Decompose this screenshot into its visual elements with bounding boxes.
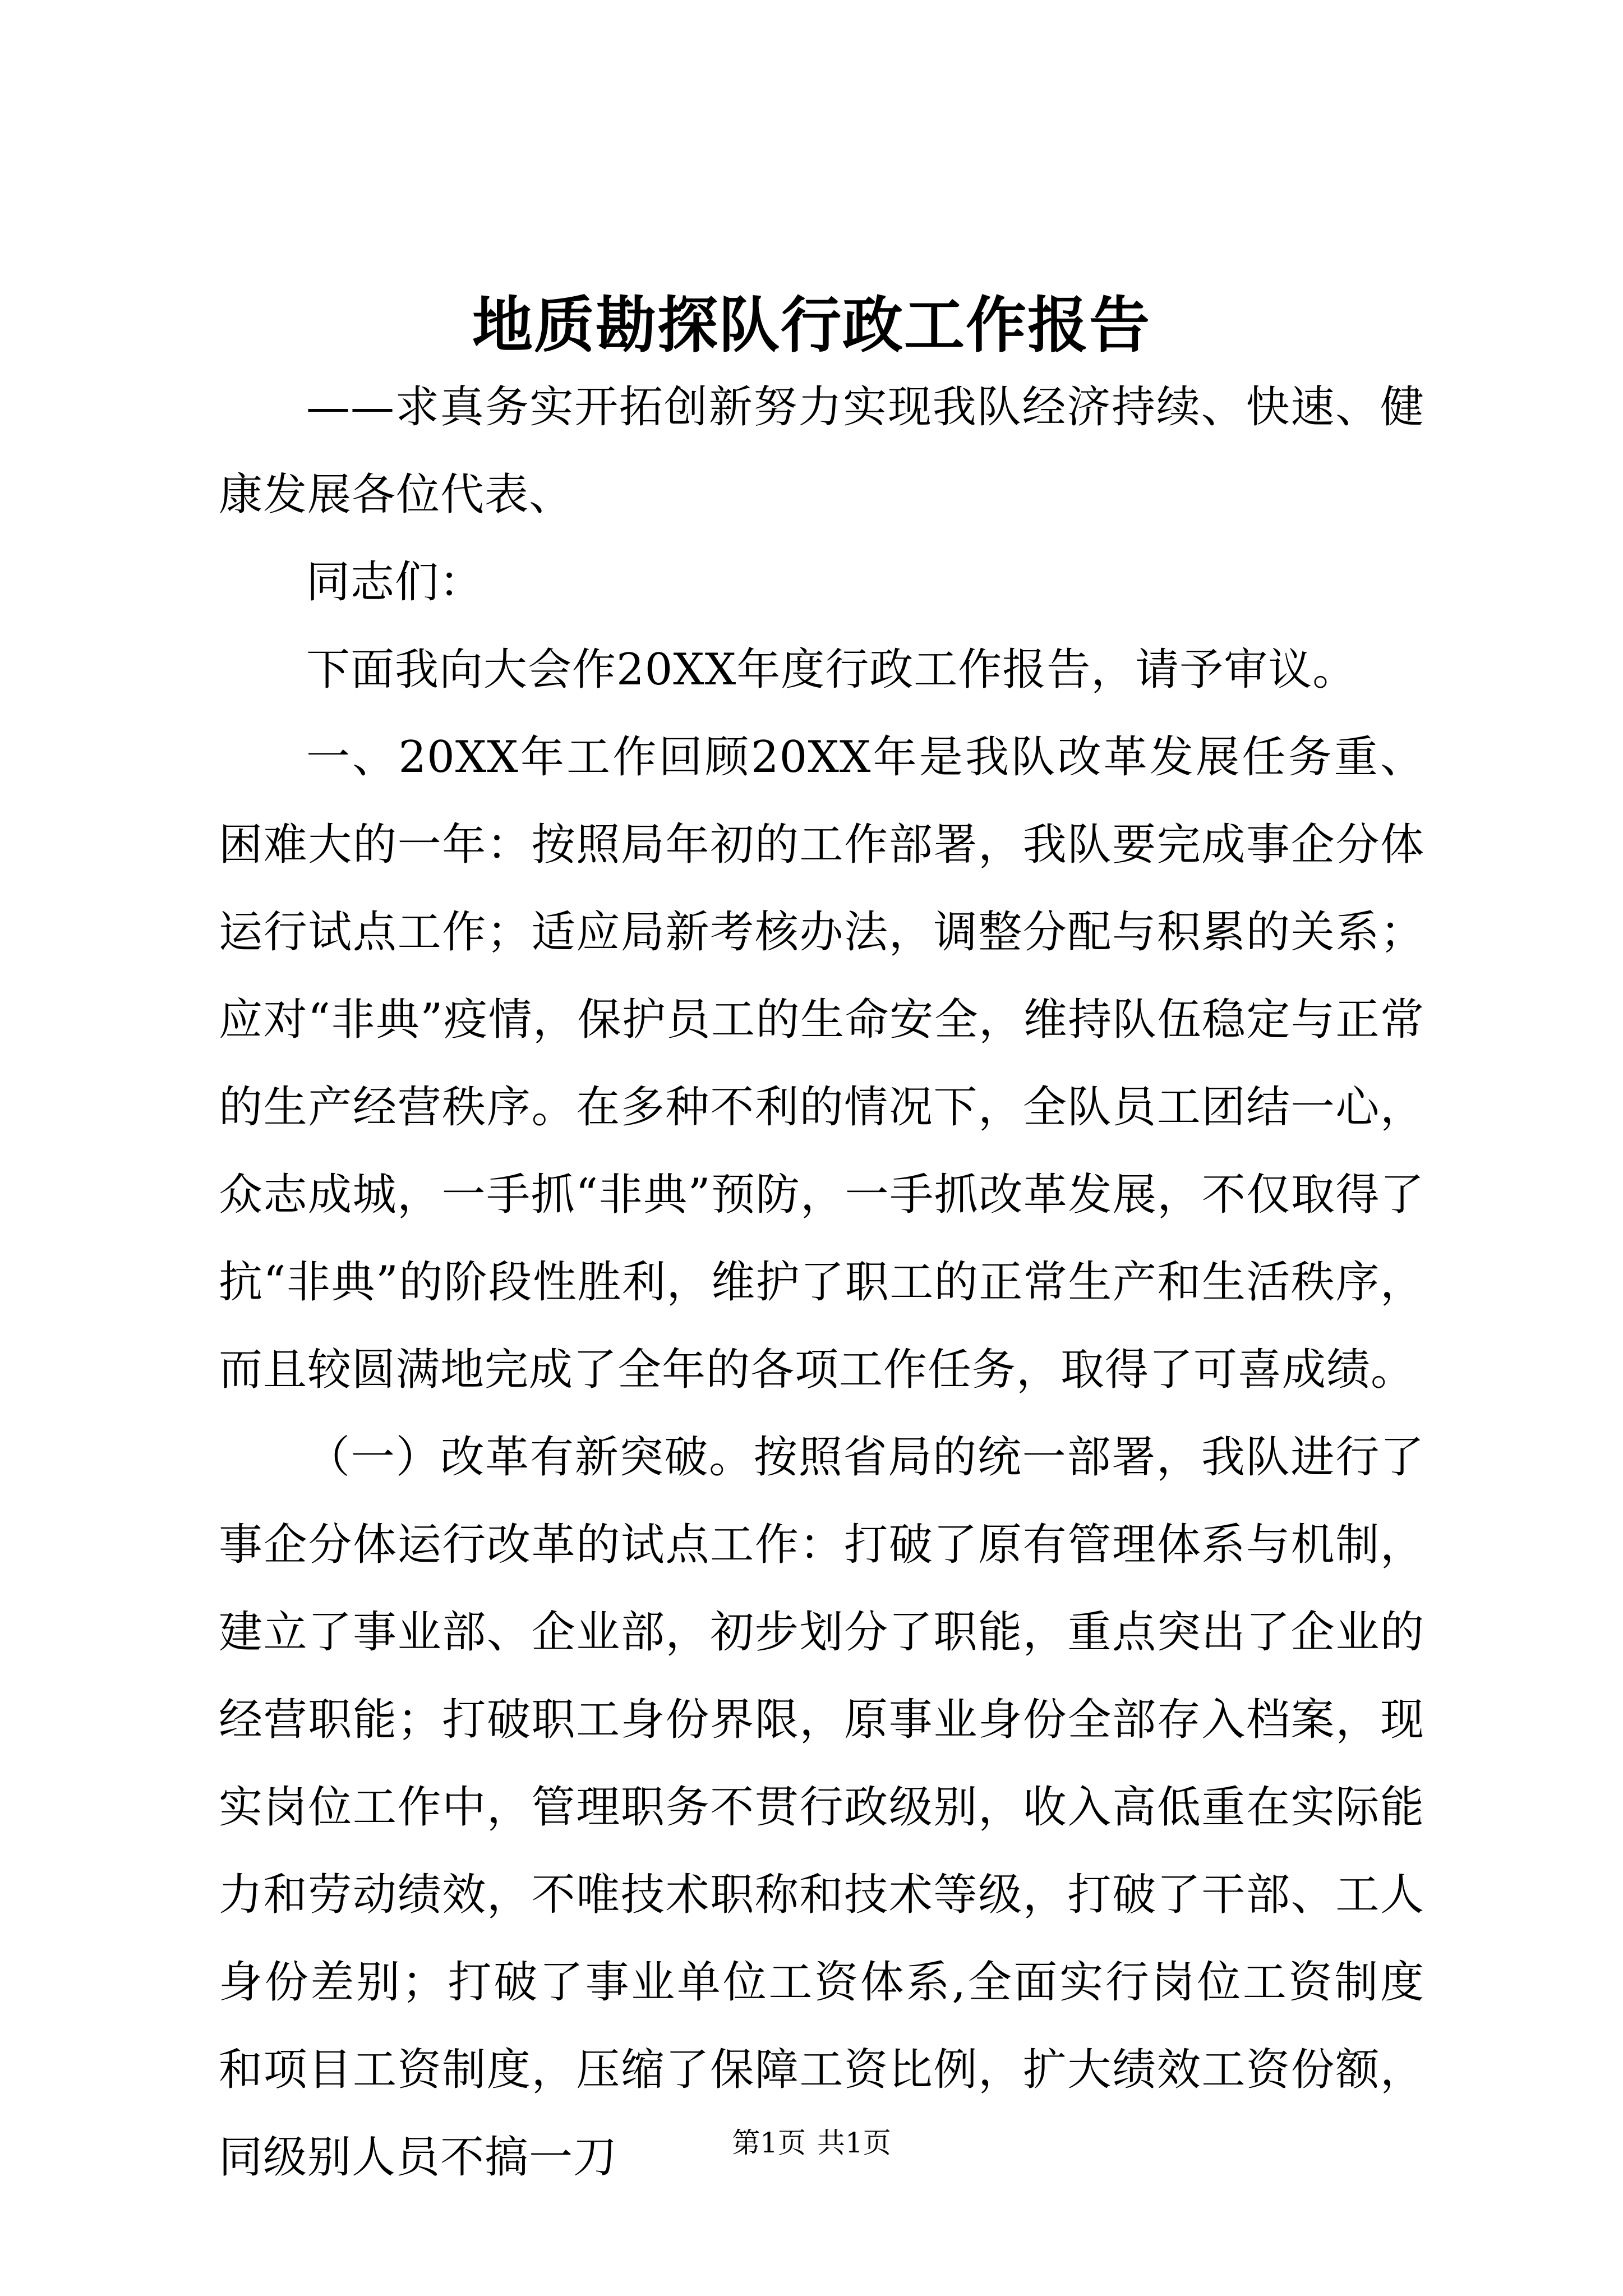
paragraph-reform: （一）改革有新突破。按照省局的统一部署，我队进行了事企分体运行改革的试点工作：打破了原有管理体系与机制，建立了事业部、企业部，初步划分了职能，重点突出了企业的经营职能；打破职工身份界限，原事业身份全部存入档案，现实岗位工作中，管理职务不贯行政级别，收入高低重在实际能力和劳动绩效，不唯技术职称和技术等级，打破了干部、工人身份差别；打破了事业单位工资体系,全面实行岗位工资制度和项目工资制度，压缩了保障工资比例，扩大绩效工资份额，同级别人员不搞一刀 — [219, 1432, 1424, 2183]
paragraph-salutation: 同志们： — [306, 557, 484, 608]
paragraph-intro: 下面我向大会作20XX年度行政工作报告，请予审议。 — [306, 645, 1357, 695]
page-footer — [0, 2123, 1623, 2162]
page-number: 第1页 — [732, 2127, 806, 2159]
page-total: 共1页 — [817, 2127, 891, 2159]
document-title: 地质勘探队行政工作报告 — [472, 290, 1151, 361]
document-body — [219, 364, 1424, 2201]
paragraph-subtitle: ——求真务实开拓创新努力实现我队经济持续、快速、健康发展各位代表、 — [219, 382, 1424, 520]
paragraph-review: 一、20XX年工作回顾20XX年是我队改革发展任务重、困难大的一年：按照局年初的工作部署，我队要完成事企分体运行试点工作；适应局新考核办法，调整分配与积累的关系；应对“非典”疫情，保护员工的生命安全，维持队伍稳定与正常的生产经营秩序。在多种不利的情况下，全队员工团结一心，众志成城，一手抓“非典”预防，一手抓改革发展，不仅取得了抗“非典”的阶段性胜利，维护了职工的正常生产和生活秩序，而且较圆满地完成了全年的各项工作任务，取得了可喜成绩。 — [219, 732, 1424, 1395]
